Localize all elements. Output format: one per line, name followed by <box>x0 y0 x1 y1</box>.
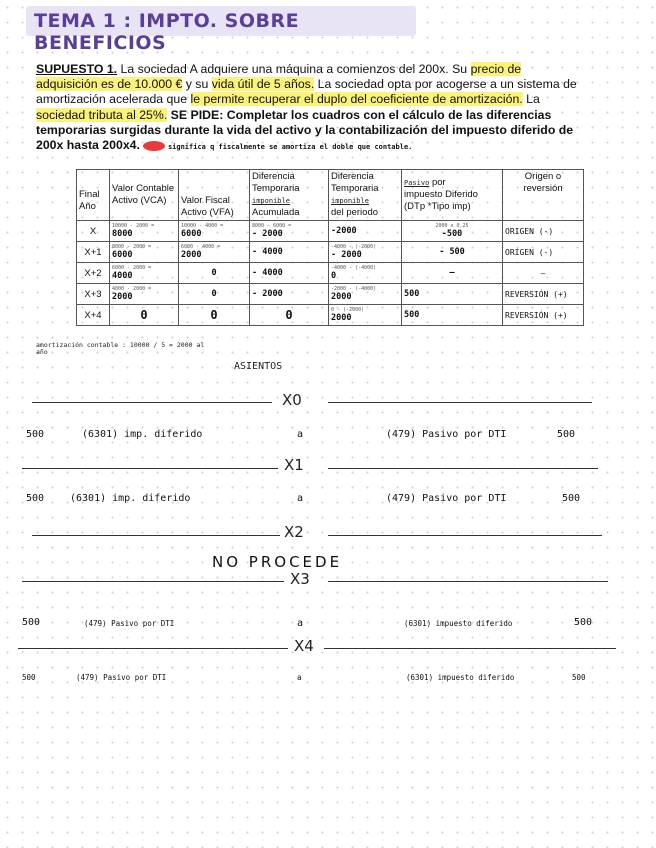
divider-line <box>328 535 602 536</box>
entry-credit-account: (6301) impuesto diferido <box>404 619 513 628</box>
divider-line <box>32 535 280 536</box>
divider-line <box>22 581 284 582</box>
entry-debit-amount: 500 <box>26 493 45 504</box>
statement-task: SE PIDE: Completar los cuadros con el cálculo de las diferencias temporarias surgidas durante la vida del activo y la contabilización del impuesto diferido de 200x hasta 200x4. <box>36 107 574 153</box>
entry-debit-account: (6301) imp. diferido <box>82 429 203 440</box>
highlight-amortization: le permite recuperar el duplo del coeficiente de amortización. <box>190 92 523 107</box>
table-row: X+3 4000 - 2000 = 2000 0 - 2000 -2000 - (-4000) 2000 500 REVERSIÓN (+) <box>77 284 584 305</box>
highlight-price: precio de adquisición es de 10.000 € <box>36 62 522 92</box>
statement-text-1: La sociedad A adquiere una máquina a comienzos del 200x. Su <box>117 62 471 76</box>
highlight-useful-life: vida útil de 5 años. <box>211 77 315 92</box>
divider-line <box>328 402 592 403</box>
header-dta: Diferencia Temporaria imponible Acumulada <box>250 170 329 221</box>
year-label-x2: X2 <box>284 523 304 541</box>
header-dtp: Diferencia Temporaria imponible del periodo <box>329 170 402 221</box>
entry-debit-account: (6301) imp. diferido <box>70 493 191 504</box>
amortization-note: amortización contable : 10000 / 5 = 2000 al año <box>36 341 205 356</box>
statement-text-4: La <box>522 92 540 107</box>
entry-debit-amount: 500 <box>22 617 41 628</box>
page-title: TEMA 1 : IMPTO. SOBRE BENEFICIOS <box>26 6 416 36</box>
entry-credit-amount: 500 <box>572 673 586 682</box>
entry-credit-amount: 500 <box>574 617 593 628</box>
divider-line <box>328 581 608 582</box>
entry-connector: a <box>297 429 304 440</box>
statement-text-2: y su <box>182 77 212 92</box>
divider-line <box>324 648 616 649</box>
entry-credit-account: (479) Pasivo por DTI <box>386 429 507 440</box>
table-row: X+1 8000 - 2000 = 6000 6000 - 4000 = 2000 - 4000 -4000 - (-2000) - 2000 - 500 ORIGEN (-) <box>77 242 584 263</box>
year-label-x4: X4 <box>294 637 314 655</box>
header-origen: Origen o reversión <box>503 170 584 221</box>
entry-connector: a <box>297 493 304 504</box>
handwritten-note: significa q fiscalmente se amortiza el doble que contable. <box>167 143 413 152</box>
year-label-x3: X3 <box>290 570 310 588</box>
header-final-year: Final Año <box>77 170 110 221</box>
statement-label: SUPUESTO 1. <box>36 62 118 76</box>
year-label-x1: X1 <box>284 456 304 474</box>
divider-line <box>18 648 288 649</box>
highlight-tax-rate: sociedad tributa al 25%. <box>36 107 168 122</box>
entry-debit-amount: 500 <box>26 429 45 440</box>
differences-table-wrap <box>76 169 584 326</box>
entry-debit-account: (479) Pasivo por DTI <box>76 673 167 682</box>
entry-debit-amount: 500 <box>22 673 36 682</box>
divider-line <box>32 402 272 403</box>
entry-credit-account: (479) Pasivo por DTI <box>386 493 507 504</box>
entry-credit-account: (6301) impuesto diferido <box>406 673 515 682</box>
entry-credit-amount: 500 <box>557 429 576 440</box>
table-row: X+4 0 0 0 0 - (-2000) 2000 500 REVERSIÓN (+) <box>77 305 584 326</box>
divider-line <box>328 468 598 469</box>
table-row: X 10000 - 2000 = 8000 10000 - 4000 = 6000 8000 - 6000 = - 2000 -2000 2000 x 0,25 -500 ORIGEN (-) <box>77 221 584 242</box>
header-pasivo: Pasivo por impuesto Diferido (DTp *Tipo imp) <box>402 170 503 221</box>
asientos-heading: ASIENTOS <box>234 361 283 372</box>
no-procede-text: NO PROCEDE <box>212 553 343 571</box>
statement-text-3: La sociedad opta por acogerse a un sistema de amortización acelerada que <box>36 77 577 107</box>
table-row: X+2 6000 - 2000 = 4000 0 - 4000 -4000 - (-4000) 0 — — <box>77 263 584 284</box>
entry-connector: a <box>297 673 302 682</box>
exercise-statement <box>36 62 584 155</box>
divider-line <box>22 468 278 469</box>
differences-table <box>76 169 584 326</box>
entry-credit-amount: 500 <box>562 493 581 504</box>
table-header-row <box>77 170 584 221</box>
header-vfa: Valor Fiscal Activo (VFA) <box>179 170 250 221</box>
entry-connector: a <box>297 618 304 629</box>
red-scribble-mark <box>143 141 165 151</box>
entry-debit-account: (479) Pasivo por DTI <box>84 619 175 628</box>
header-vca: Valor Contable Activo (VCA) <box>110 170 179 221</box>
year-label-x0: X0 <box>282 391 302 409</box>
